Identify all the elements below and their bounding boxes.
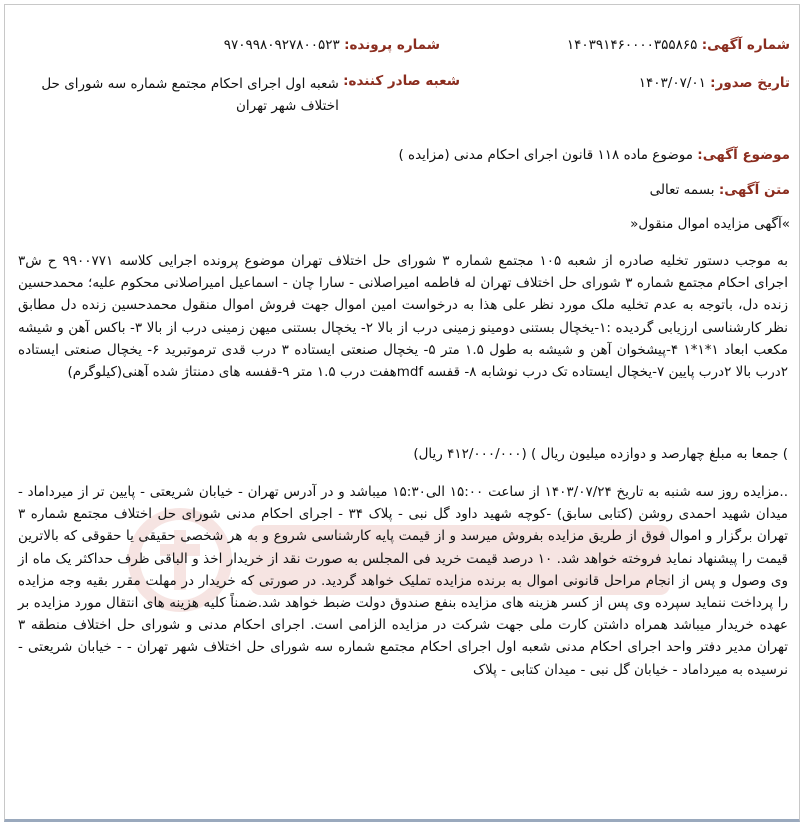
issuer-value: شعبه اول اجرای احکام مجتمع شماره سه شورای حل اختلاف شهر تهران xyxy=(41,76,339,114)
issue-date-value: ۱۴۰۳/۰۷/۰۱ xyxy=(638,75,706,91)
issue-date-label: تاریخ صدور: xyxy=(710,75,790,91)
ad-number xyxy=(567,37,790,53)
document-heading: »آگهی مزایده اموال منقول« xyxy=(630,216,790,232)
case-number-label: شماره پرونده: xyxy=(344,37,440,53)
document-frame xyxy=(4,4,800,822)
ad-number-label: شماره آگهی: xyxy=(701,37,790,53)
body-label: متن آگهی: xyxy=(718,182,790,198)
subject-value: موضوع ماده ۱۱۸ قانون اجرای احکام مدنی (مزایده ) xyxy=(398,147,693,163)
paragraph-2: ..مزایده روز سه شنبه به تاریخ ۱۴۰۳/۰۷/۲۴ از ساعت ۱۵:۰۰ الی۱۵:۳۰ میباشد و در آدرس تهران - خیابان شریعتی - پایین تر از میرداماد - میدان شهید احمدی روشن (کتابی سابق) -کوچه شهید داود گل نبی - پلاک ۳۴ - اجرای احکام مدنی شورای حل اختلاف مجتمع شماره ۳ تهران برگزار و اموال فوق از طریق مزایده بفروش میرسد و از قیمت پایه کارشناسی شروع و به هر شخصی حقیقی یا حقوقی که بالاترین قیمت را پیشنهاد نماید فروخته خواهد شد. ۱۰ درصد قیمت خرید فی المجلس به صورت نقد از خریدار اخذ و الباقی ظرف حداکثر یک ماه از وی وصول و پس از انجام مراحل قانونی اموال به برنده مزایده تملیک خواهد گردید. در صورتی که خریدار در مهلت مقرر بقیه وجه مزایده را پرداخت ننماید سپرده وی پس از کسر هزینه های مزایده بنفع صندوق دولت ضبط خواهد شد.ضمناً کلیه هزینه های انتقال مورد مزایده بر عهده خریدار میباشد همراه داشتن کارت ملی جهت شرکت در مزایده الزامی است. اجرای احکام مدنی و شورای حل اختلاف منطقه ۳ تهران مدیر دفتر واحد اجرای احکام مدنی شعبه اول اجرای احکام مجتمع شماره سه شورای حل اختلاف شهر تهران - - خیابان شریعتی - نرسیده به میرداماد - خیابان گل نبی - میدان کتابی - پلاک xyxy=(18,484,788,678)
opening-text: بسمه تعالی xyxy=(649,182,715,198)
subject-label: موضوع آگهی: xyxy=(697,147,790,163)
case-number xyxy=(224,37,440,53)
case-number-value: ۹۷۰۹۹۸۰۹۲۷۸۰۰۵۲۳ xyxy=(223,37,340,53)
issue-date xyxy=(639,75,790,91)
body-intro xyxy=(650,182,790,198)
ad-number-value: ۱۴۰۳۹۱۴۶۰۰۰۰۳۵۵۸۶۵ xyxy=(566,37,698,53)
issuer-label: شعبه صادر کننده: xyxy=(343,73,460,89)
paragraph-1: به موجب دستور تخلیه صادره از شعبه ۱۰۵ مجتمع شماره ۳ شورای حل اختلاف تهران موضوع پرونده اجرایی کلاسه ۹۹۰۰۷۷۱ ح ش۳ اجرای احکام مجتمع شماره ۳ شورای حل اختلاف تهران له فاطمه امیراصلانی - سارا چان - اسماعیل امیراصلانی محکوم علیه؛ محمدحسین زنده دل، باتوجه به عدم تخلیه ملک مورد نظر علی هذا به درخواست امین اموال جهت فروش اموال منقول محمدحسین زنده دل مطابق نظر کارشناسی ارزیابی گردیده :۱-یخچال بستنی دومینو زمینی درب از بالا ۲- یخچال بستنی میهن زمینی درب از بالا ۳- باکس آهن و شیشه مکعب ابعاد ۱*۱*۱ ۴-پیشخوان آهن و شیشه به طول ۱.۵ متر ۵- یخچال صنعتی ایستاده ۳ درب قدی ترموتبرید ۶- یخچال صنعتی ایستاده ۲درب بالا ۲درب پایین ۷-یخچال ایستاده تک درب نوشابه ۸- قفسه mdfهفت درب ۱.۵ متر ۹-قفسه های دمنتاژ شده آهنی(کیلوگرم) xyxy=(18,253,788,381)
subject xyxy=(398,147,790,163)
issuer xyxy=(9,73,460,117)
total-amount: ) جمعا به مبلغ چهارصد و دوازده میلیون ریال ) (۴۱۲/۰۰۰/۰۰۰ ریال) xyxy=(413,446,788,462)
